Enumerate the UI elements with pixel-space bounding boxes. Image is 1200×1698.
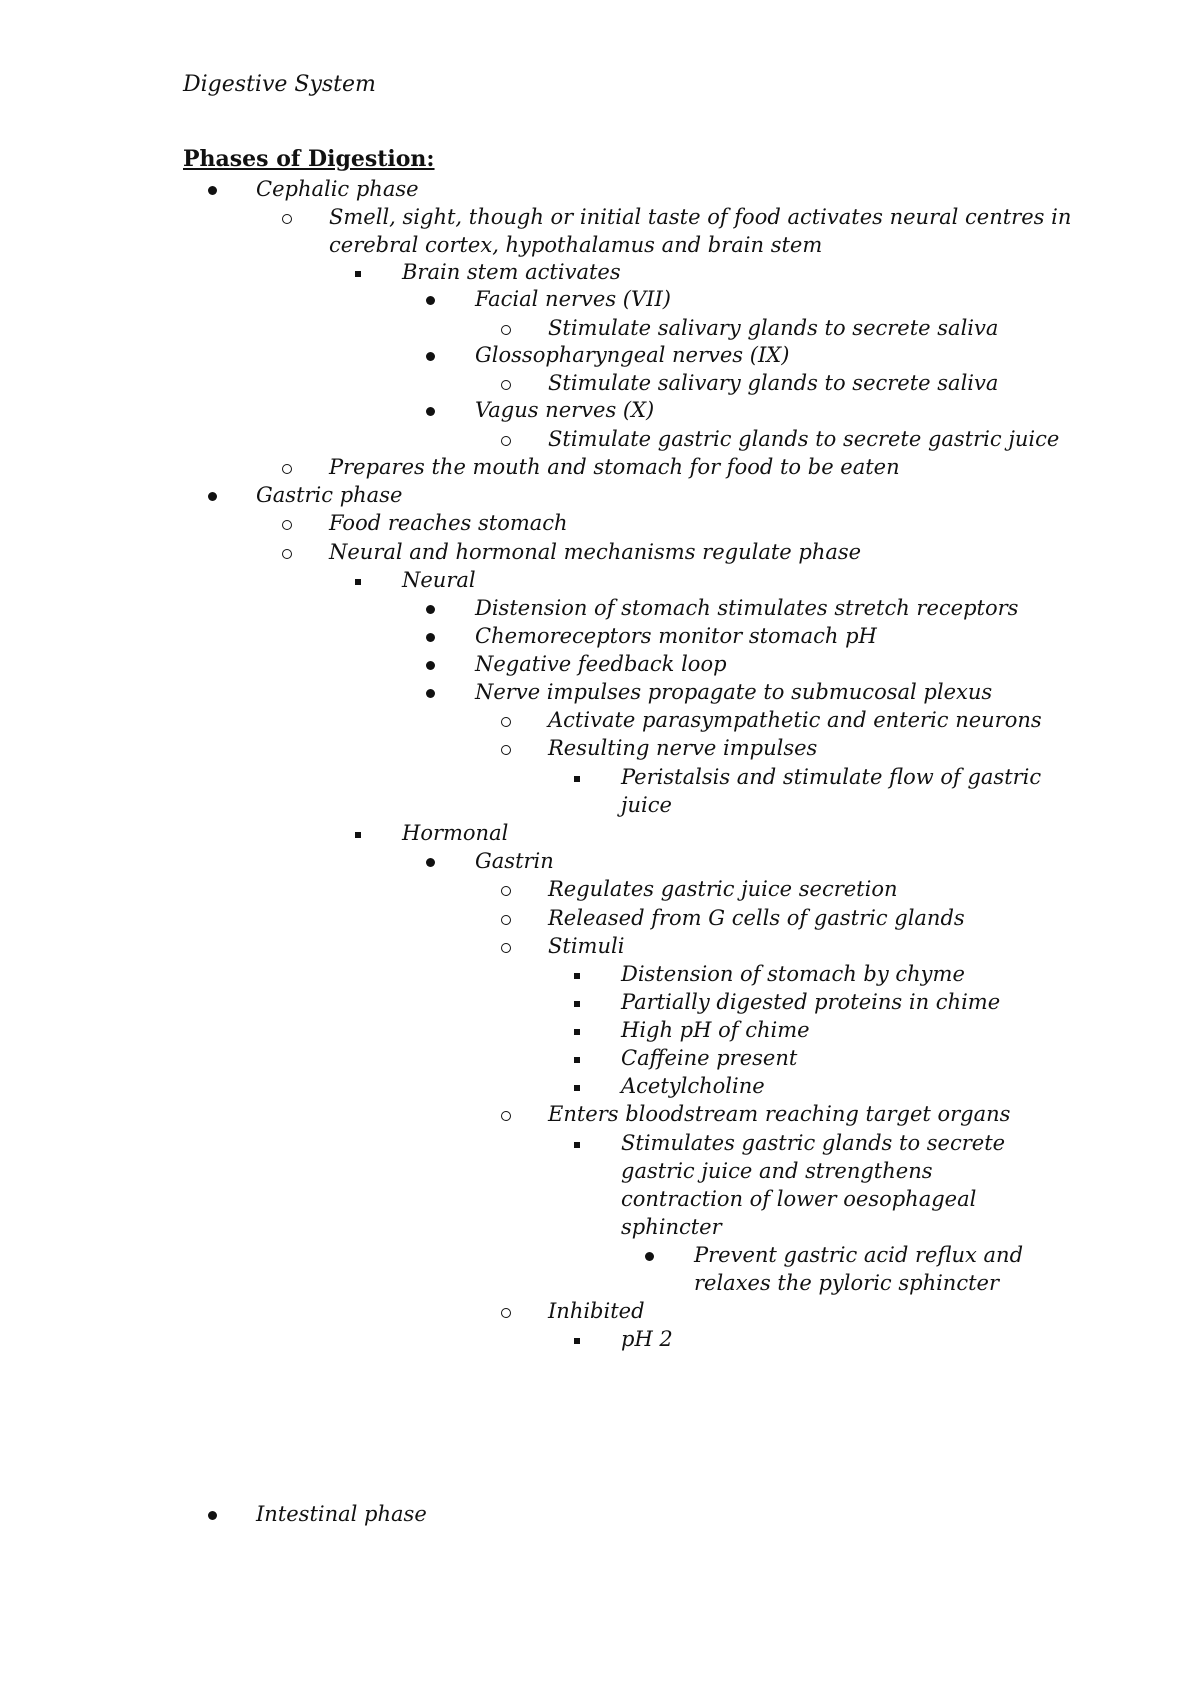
outline-item-text: Hormonal bbox=[402, 821, 509, 845]
outline-item-text: Nerve impulses propagate to submucosal plexus bbox=[475, 680, 993, 704]
bullet-dot-icon bbox=[418, 285, 442, 313]
bullet-circle-icon bbox=[494, 734, 518, 762]
bullet-circle-icon bbox=[494, 1297, 518, 1325]
bullet-circle-icon bbox=[494, 1100, 518, 1128]
bullet-dot-icon bbox=[200, 175, 224, 203]
outline-item-text: Inhibited bbox=[548, 1299, 645, 1323]
outline-item-text: Prepares the mouth and stomach for food to be eaten bbox=[329, 455, 900, 479]
outline-item-text: Distension of stomach by chyme bbox=[621, 962, 965, 986]
outline-item-text: High pH of chime bbox=[621, 1018, 810, 1042]
outline-item-text: Gastrin bbox=[475, 849, 554, 873]
bullet-circle-icon bbox=[494, 904, 518, 932]
bullet-dot-icon bbox=[418, 622, 442, 650]
bullet-circle-icon bbox=[494, 425, 518, 453]
bullet-circle-icon bbox=[275, 538, 299, 566]
bullet-circle-icon bbox=[275, 509, 299, 537]
outline-item-text: Smell, sight, though or initial taste of food activates neural centres in bbox=[329, 205, 1072, 229]
bullet-square-icon bbox=[565, 1129, 589, 1157]
bullet-dot-icon bbox=[418, 650, 442, 678]
bullet-dot-icon bbox=[418, 847, 442, 875]
outline-item-text: gastric juice and strengthens bbox=[621, 1159, 933, 1183]
outline-item-text: Stimulate salivary glands to secrete saliva bbox=[548, 316, 999, 340]
outline-item-text: Prevent gastric acid reflux and bbox=[694, 1243, 1024, 1267]
bullet-circle-icon bbox=[494, 875, 518, 903]
bullet-dot-icon bbox=[418, 678, 442, 706]
outline-item-text: relaxes the pyloric sphincter bbox=[694, 1271, 1000, 1295]
outline-item-text: Neural bbox=[402, 568, 476, 592]
bullet-dot-icon bbox=[200, 1500, 224, 1528]
bullet-circle-icon bbox=[275, 203, 299, 231]
bullet-square-icon bbox=[565, 1044, 589, 1072]
outline-item-text: Brain stem activates bbox=[402, 260, 621, 284]
outline-item-text: Released from G cells of gastric glands bbox=[548, 906, 965, 930]
bullet-square-icon bbox=[565, 1072, 589, 1100]
bullet-square-icon bbox=[565, 988, 589, 1016]
outline-item-text: Glossopharyngeal nerves (IX) bbox=[475, 343, 790, 367]
bullet-circle-icon bbox=[494, 706, 518, 734]
bullet-circle-icon bbox=[494, 369, 518, 397]
outline-item-text: Activate parasympathetic and enteric neurons bbox=[548, 708, 1042, 732]
outline-item-text: Enters bloodstream reaching target organs bbox=[548, 1102, 1011, 1126]
bullet-square-icon bbox=[346, 258, 370, 286]
outline-item-text: Negative feedback loop bbox=[475, 652, 727, 676]
bullet-square-icon bbox=[346, 566, 370, 594]
outline-item-text: Facial nerves (VII) bbox=[475, 287, 671, 311]
outline-item-text: Caffeine present bbox=[621, 1046, 798, 1070]
bullet-dot-icon bbox=[418, 341, 442, 369]
outline-item-text: Gastric phase bbox=[256, 483, 403, 507]
outline-item-text: Distension of stomach stimulates stretch receptors bbox=[475, 596, 1019, 620]
outline-item-text: Partially digested proteins in chime bbox=[621, 990, 1001, 1014]
outline-item-text: Chemoreceptors monitor stomach pH bbox=[475, 624, 877, 648]
bullet-square-icon bbox=[565, 960, 589, 988]
outline-item-text: Cephalic phase bbox=[256, 177, 419, 201]
bullet-square-icon bbox=[346, 819, 370, 847]
bullet-square-icon bbox=[565, 1325, 589, 1353]
outline-item-text: Neural and hormonal mechanisms regulate phase bbox=[329, 540, 862, 564]
bullet-dot-icon bbox=[637, 1241, 661, 1269]
bullet-circle-icon bbox=[494, 314, 518, 342]
bullet-dot-icon bbox=[418, 594, 442, 622]
outline-item-text: Peristalsis and stimulate flow of gastric bbox=[621, 765, 1042, 789]
page-header: Digestive System bbox=[183, 72, 376, 97]
outline-item-text: sphincter bbox=[621, 1215, 722, 1239]
outline-item-text: Resulting nerve impulses bbox=[548, 736, 818, 760]
bullet-dot-icon bbox=[200, 481, 224, 509]
bullet-dot-icon bbox=[418, 396, 442, 424]
outline-item-text: Stimulate gastric glands to secrete gastric juice bbox=[548, 427, 1060, 451]
bullet-square-icon bbox=[565, 763, 589, 791]
outline-item-text: Stimulate salivary glands to secrete saliva bbox=[548, 371, 999, 395]
outline-item-text: Stimulates gastric glands to secrete bbox=[621, 1131, 1006, 1155]
outline-item-text: contraction of lower oesophageal bbox=[621, 1187, 977, 1211]
outline-item-text: Vagus nerves (X) bbox=[475, 398, 655, 422]
outline-item-text: Stimuli bbox=[548, 934, 625, 958]
outline-item-text: Acetylcholine bbox=[621, 1074, 765, 1098]
bullet-circle-icon bbox=[494, 932, 518, 960]
section-title: Phases of Digestion: bbox=[183, 146, 435, 172]
outline-item-text: Food reaches stomach bbox=[329, 511, 568, 535]
outline-item-text: cerebral cortex, hypothalamus and brain stem bbox=[329, 233, 823, 257]
outline-item-text: Intestinal phase bbox=[256, 1502, 427, 1526]
bullet-square-icon bbox=[565, 1016, 589, 1044]
outline-item-text: juice bbox=[621, 793, 672, 817]
outline-item-text: Regulates gastric juice secretion bbox=[548, 877, 898, 901]
outline-item-text: pH 2 bbox=[621, 1327, 673, 1351]
bullet-circle-icon bbox=[275, 453, 299, 481]
